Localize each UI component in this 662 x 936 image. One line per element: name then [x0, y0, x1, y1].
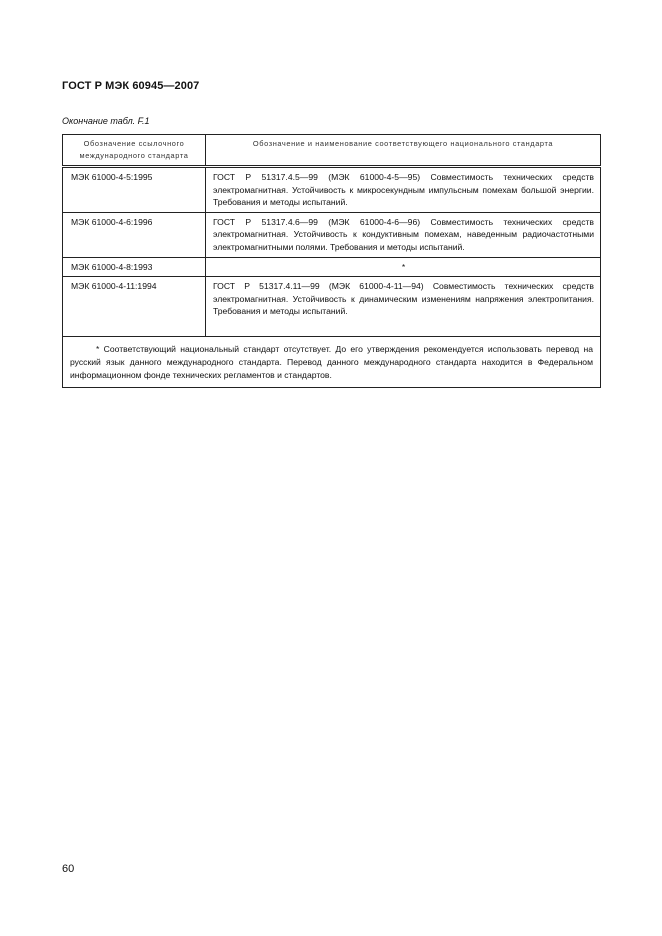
table-row [63, 257, 601, 277]
footnote-row [63, 336, 601, 387]
national-standard-description: ГОСТ Р 51317.4.5—99 (МЭК 61000-4-5—95) Совместимость технических средств электромагнитная. Устойчивость к микросекундным импульсным помехам большой энергии. Требования и методы испытаний. [206, 167, 601, 213]
table-row [63, 212, 601, 257]
international-code: МЭК 61000-4-11:1994 [63, 277, 206, 337]
national-standard-description: ГОСТ Р 51317.4.11—99 (МЭК 61000-4-11—94) Совместимость технических средств электромагнитная. Устойчивость к динамическим изменениям напряжения электропитания. Требования и методы испытаний. [206, 277, 601, 337]
table-caption: Окончание табл. F.1 [62, 116, 150, 126]
table-header-row [63, 135, 601, 167]
international-code: МЭК 61000-4-5:1995 [63, 167, 206, 213]
national-standard-description: ГОСТ Р 51317.4.6—99 (МЭК 61000-4-6—96) Совместимость технических средств электромагнитная. Устойчивость к кондуктивным помехам, наведенным радиочастотными электромагнитными полями. Требования и методы испытаний. [206, 212, 601, 257]
national-standard-description: * [206, 257, 601, 277]
standards-table [62, 134, 601, 388]
international-code: МЭК 61000-4-6:1996 [63, 212, 206, 257]
table-footnote: * Соответствующий национальный стандарт отсутствует. До его утверждения рекомендуется использовать перевод на русский язык данного международного стандарта. Перевод данного международного стандарта находится в Федеральном информационном фонде технических регламентов и стандартов. [63, 336, 601, 387]
header-international-standard: Обозначение ссылочного международного стандарта [63, 135, 206, 167]
table-row [63, 277, 601, 337]
header-national-standard: Обозначение и наименование соответствующего национального стандарта [206, 135, 601, 167]
international-code: МЭК 61000-4-8:1993 [63, 257, 206, 277]
document-header: ГОСТ Р МЭК 60945—2007 [62, 80, 200, 92]
table-row [63, 167, 601, 213]
page-number: 60 [62, 863, 75, 875]
